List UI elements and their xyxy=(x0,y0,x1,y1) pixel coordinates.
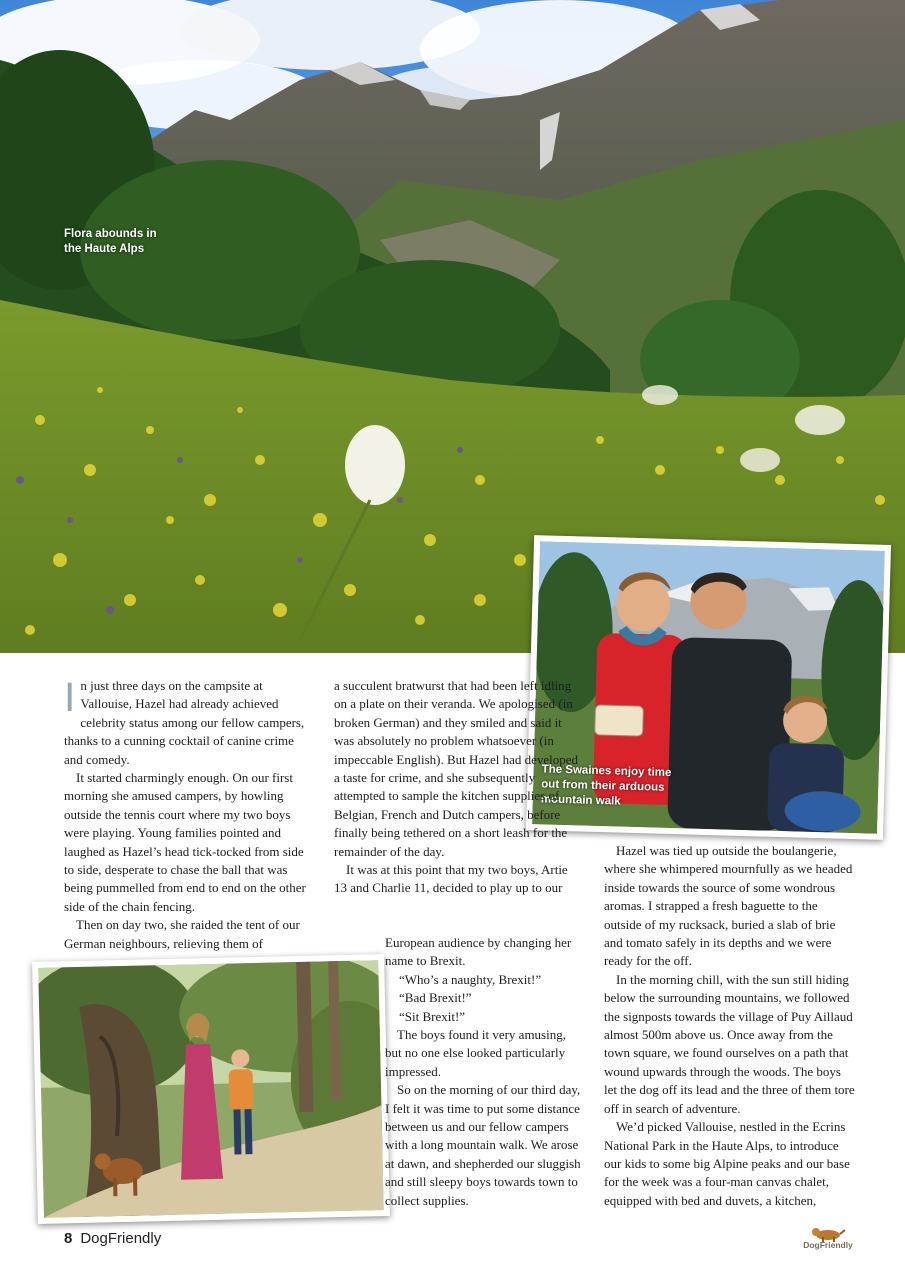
woodland-walk-image xyxy=(38,960,384,1218)
article-paragraph: In just three days on the campsite at Vallouise, Hazel had already achieved celebrity status among our fellow campers, thanks to a cunning cocktail of canine crime and comedy. xyxy=(64,674,305,767)
page-folio xyxy=(64,1230,161,1247)
dialogue-line: “Bad Brexit!” xyxy=(399,990,472,1006)
article-paragraph: The boys found it very amusing, but no one else looked particularly impressed. xyxy=(385,1027,566,1079)
drop-cap: I xyxy=(64,674,76,720)
article-column-3 xyxy=(604,842,856,1210)
article-paragraph: So on the morning of our third day, I felt it was time to put some distance between us and our fellow campers with a long mountain walk. We arose at dawn, and shepherded our sluggish and still sleepy boys towards town to collect supplies. xyxy=(385,1082,581,1208)
page-number: 8 xyxy=(64,1230,73,1247)
article-paragraph: European audience by changing her name to Brexit. xyxy=(385,935,572,969)
dogfriendly-logo xyxy=(800,1226,856,1252)
article-paragraph: Then on day two, she raided the tent of our German neighbours, relieving them of xyxy=(64,917,300,951)
dialogue-line: “Sit Brexit!” xyxy=(399,1008,466,1024)
article-column-1 xyxy=(64,674,314,953)
article-column-2-bottom xyxy=(385,934,583,1210)
magazine-name: DogFriendly xyxy=(80,1230,162,1247)
article-paragraph: In the morning chill, with the sun still hiding below the surrounding mountains, we followed the signposts towards the village of Puy Aillaud almost 500m above us. Once away from the town square, we found ourselves on a path that wound upwards through the woods. The boys let the dog off its lead and the three of them tore off in search of adventure. xyxy=(604,971,855,1116)
article-paragraph: It started charmingly enough. On our first morning she amused campers, by howling outside the tennis court where my two boys were playing. Young families pointed and laughed as Hazel’s head tick-tocked from side to side, desperate to chase the ball that was being pummelled from end to end on the other side of the chain fencing. xyxy=(64,770,306,914)
woodland-walk-photo xyxy=(32,954,390,1224)
article-paragraph: It was at this point that my two boys, Artie 13 and Charlie 11, decided to play up to our xyxy=(334,862,568,896)
article-paragraph: We’d picked Vallouise, nestled in the Ecrins National Park in the Haute Alps, to introduce our kids to some big Alpine peaks and our base for the week was a four-man canvas chalet, equipped with bed and duvets, a kitchen, xyxy=(604,1119,850,1208)
article-paragraph: Hazel was tied up outside the boulangerie, where she whimpered mournfully as we headed inside towards the source of some wondrous aromas. I strapped a fresh baguette to the outside of my rucksack, buried a slab of brie and tomato safely in its depths and we were ready for the off. xyxy=(604,843,853,969)
article-column-2-top xyxy=(334,677,582,898)
logo-text: DogFriendly xyxy=(803,1240,853,1250)
family-photo-caption: The Swaines enjoy time out from their arduous mountain walk xyxy=(540,763,672,808)
hero-caption: Flora abounds in the Haute Alps xyxy=(64,228,157,255)
dialogue-line: “Who’s a naughty, Brexit!” xyxy=(399,971,542,987)
article-paragraph: a succulent bratwurst that had been left idling on a plate on their veranda. We apologised (in broken German) and they smiled and said it was absolutely no problem whatsoever (in impeccable English). But Hazel had developed a taste for crime, and she subsequently attempted to sample the kitchen supplies of Belgian, French and Dutch campers, before finally being tethered on a short leash for the remainder of the day. xyxy=(334,678,579,859)
